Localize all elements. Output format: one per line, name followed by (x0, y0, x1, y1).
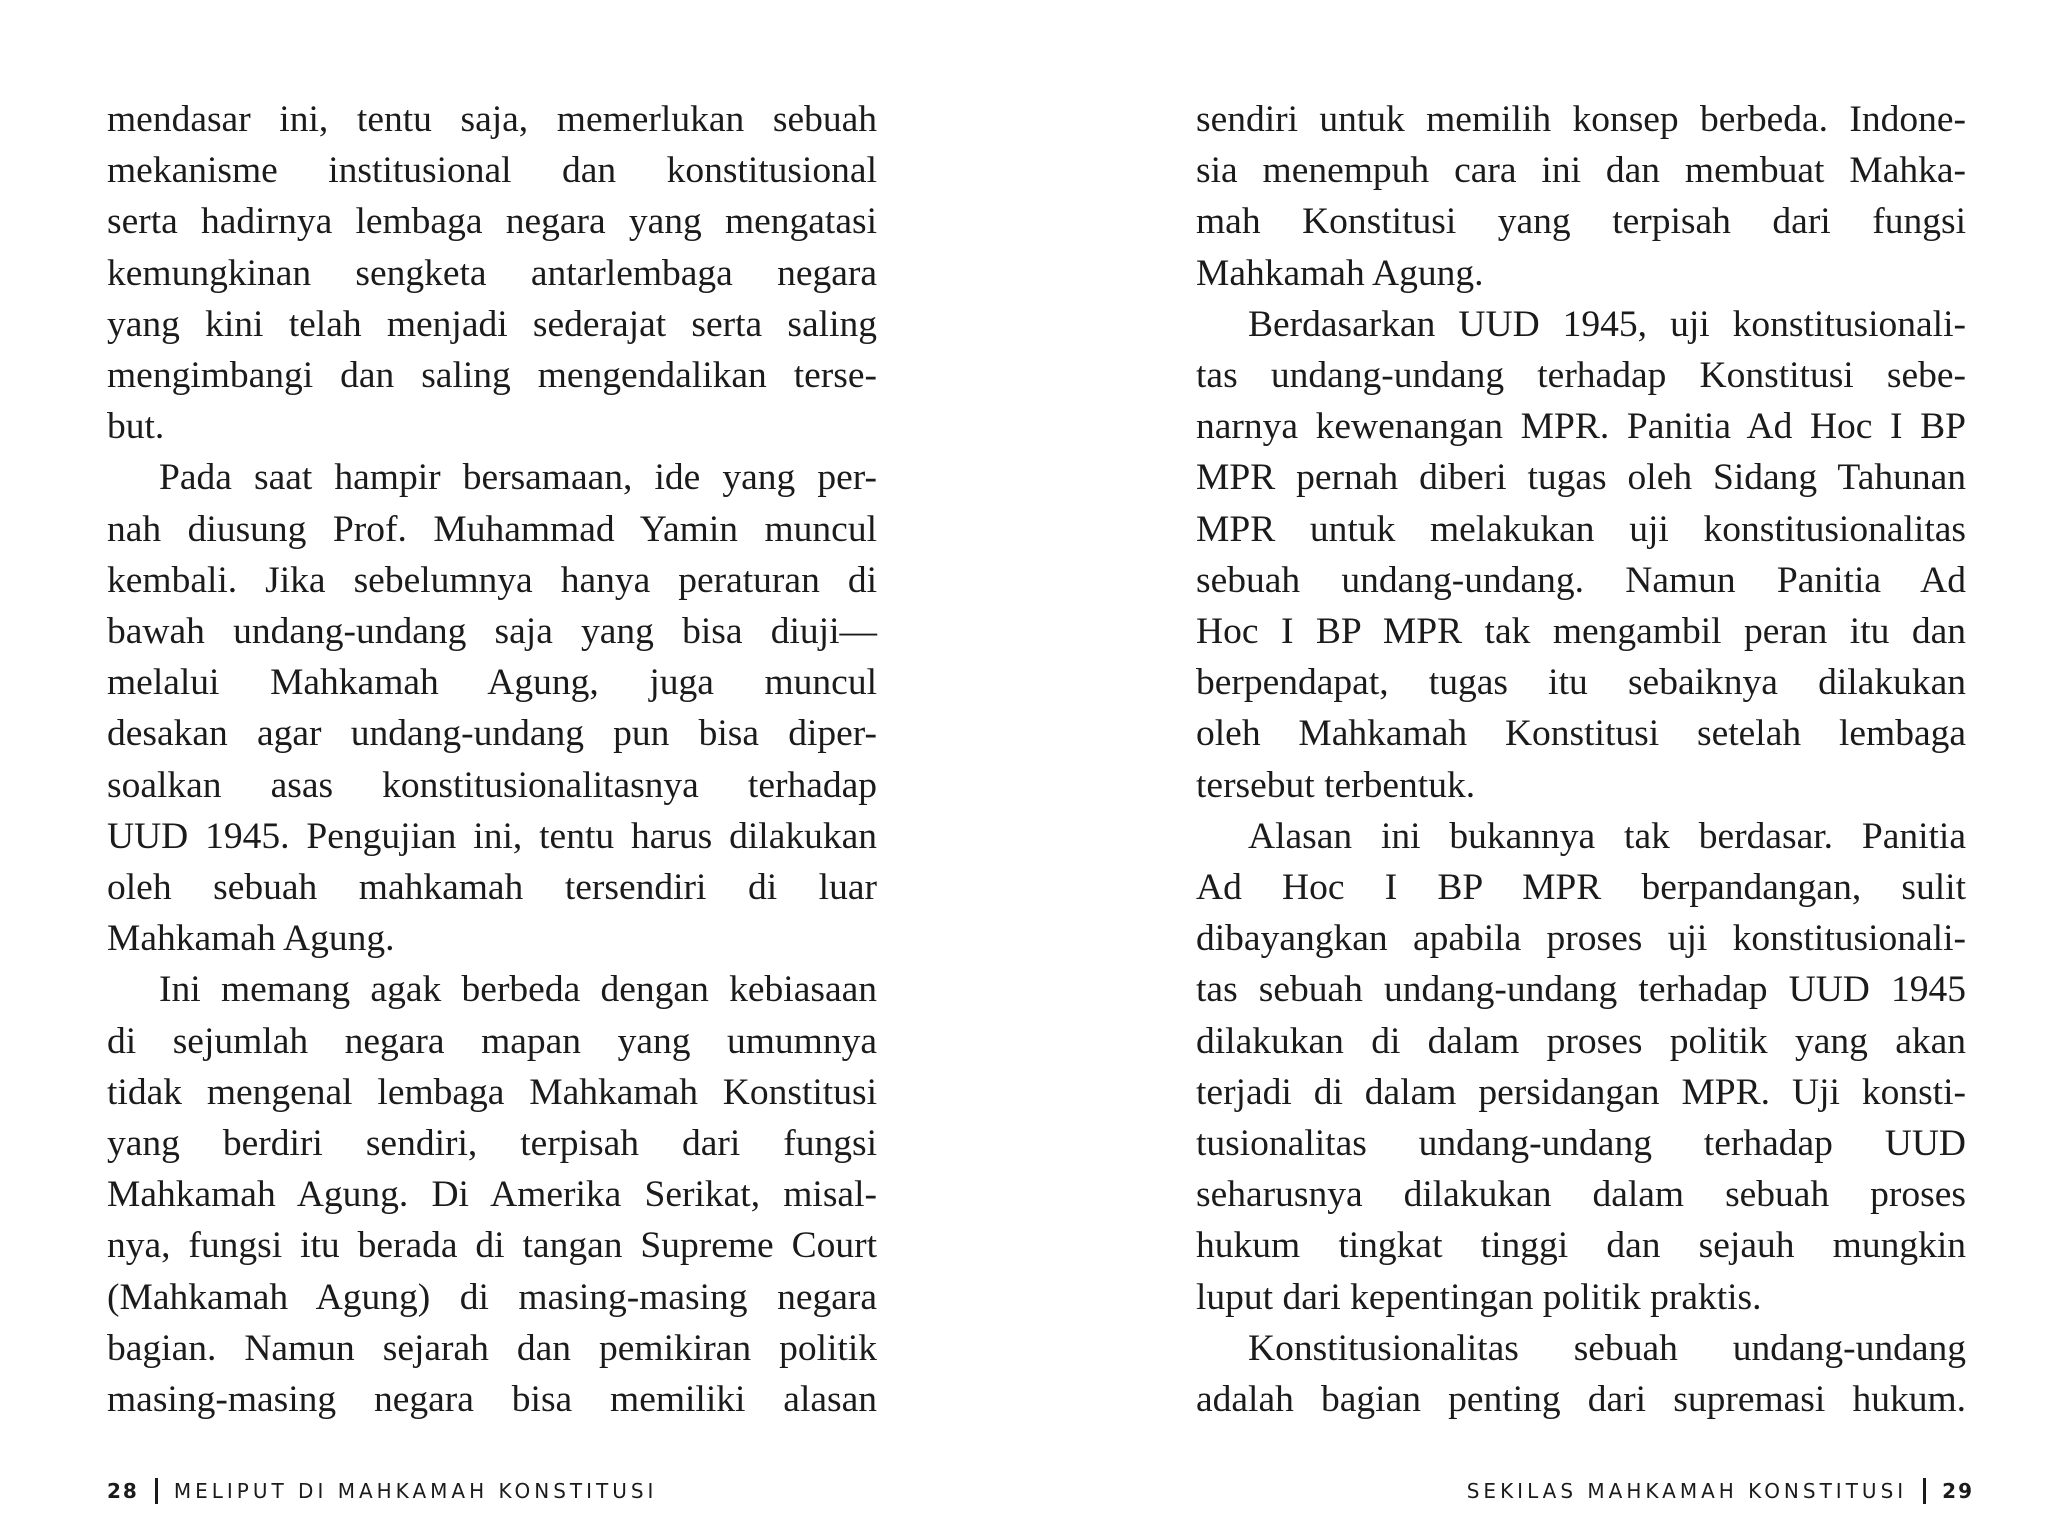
text-line: UUD 1945. Pengujian ini, tentu harus dilakukan (107, 815, 877, 857)
text-line: narnya kewenangan MPR. Panitia Ad Hoc I BP (1196, 406, 1966, 448)
text-line: luput dari kepentingan politik praktis. (1196, 1276, 1762, 1318)
text-line: mah Konstitusi yang terpisah dari fungsi (1196, 201, 1966, 243)
text-line: kemungkinan sengketa antarlembaga negara (107, 252, 877, 294)
text-line: serta hadirnya lembaga negara yang mengatasi (107, 201, 877, 243)
text-line: kembali. Jika sebelumnya hanya peraturan di (107, 559, 877, 601)
footer-separator (1923, 1478, 1926, 1504)
text-line: terjadi di dalam persidangan MPR. Uji konsti- (1196, 1071, 1966, 1113)
text-line: sia menempuh cara ini dan membuat Mahka- (1196, 150, 1966, 192)
text-line: oleh Mahkamah Konstitusi setelah lembaga (1196, 713, 1966, 755)
text-line: nya, fungsi itu berada di tangan Supreme Court (107, 1225, 877, 1267)
text-line: desakan agar undang-undang pun bisa diper- (107, 713, 877, 755)
page-number: 29 (1942, 1479, 1974, 1503)
right-page-body (1196, 94, 1966, 1425)
text-line: mekanisme institusional dan konstitusional (107, 150, 877, 192)
text-line: Konstitusionalitas sebuah undang-undang (1248, 1327, 1966, 1369)
left-page-footer (107, 1478, 657, 1504)
text-line: masing-masing negara bisa memiliki alasan (107, 1379, 877, 1421)
text-line: mendasar ini, tentu saja, memerlukan sebuah (107, 99, 877, 140)
right-page (1024, 0, 2048, 1535)
text-line: seharusnya dilakukan dalam sebuah proses (1196, 1174, 1966, 1216)
footer-separator (155, 1478, 158, 1504)
text-line: Mahkamah Agung. (107, 918, 395, 960)
text-line: oleh sebuah mahkamah tersendiri di luar (107, 867, 877, 909)
text-line: melalui Mahkamah Agung, juga muncul (107, 662, 877, 704)
text-line: bagian. Namun sejarah dan pemikiran politik (107, 1327, 877, 1369)
text-line: dilakukan di dalam proses politik yang akan (1196, 1020, 1966, 1062)
text-line: yang berdiri sendiri, terpisah dari fungsi (107, 1123, 877, 1165)
text-line: Mahkamah Agung. (1196, 252, 1484, 294)
text-line: di sejumlah negara mapan yang umumnya (107, 1020, 877, 1062)
text-line: (Mahkamah Agung) di masing-masing negara (107, 1276, 877, 1318)
text-line: tusionalitas undang-undang terhadap UUD (1196, 1123, 1966, 1165)
text-line: bawah undang-undang saja yang bisa diuji— (107, 611, 877, 653)
text-line: tidak mengenal lembaga Mahkamah Konstitusi (107, 1071, 877, 1113)
text-line: nah diusung Prof. Muhammad Yamin muncul (107, 508, 877, 550)
text-line: dibayangkan apabila proses uji konstitusionali- (1196, 918, 1966, 960)
text-line: Hoc I BP MPR tak mengambil peran itu dan (1196, 611, 1966, 653)
text-line: but. (107, 406, 165, 448)
text-line: yang kini telah menjadi sederajat serta saling (107, 303, 877, 345)
text-line: soalkan asas konstitusionalitasnya terhadap (107, 764, 877, 806)
text-line: Ad Hoc I BP MPR berpandangan, sulit (1196, 867, 1966, 909)
right-page-footer (1467, 1478, 1974, 1504)
text-line: Mahkamah Agung. Di Amerika Serikat, misal- (107, 1174, 877, 1216)
left-page-body (107, 94, 877, 1425)
text-line: MPR untuk melakukan uji konstitusionalitas (1196, 508, 1966, 550)
text-line: Berdasarkan UUD 1945, uji konstitusionali- (1248, 303, 1966, 345)
text-line: adalah bagian penting dari supremasi hukum. (1196, 1379, 1966, 1421)
page-number: 28 (107, 1479, 139, 1503)
running-title: SEKILAS MAHKAMAH KONSTITUSI (1466, 1479, 1908, 1503)
text-line: mengimbangi dan saling mengendalikan terse- (107, 355, 877, 397)
text-line: tersebut terbentuk. (1196, 764, 1476, 806)
text-line: sendiri untuk memilih konsep berbeda. Indone- (1196, 99, 1966, 140)
text-line: sebuah undang-undang. Namun Panitia Ad (1196, 559, 1966, 601)
text-line: MPR pernah diberi tugas oleh Sidang Tahunan (1196, 457, 1966, 499)
text-line: tas undang-undang terhadap Konstitusi sebe- (1196, 355, 1966, 397)
text-line: Alasan ini bukannya tak berdasar. Panitia (1248, 815, 1966, 857)
running-title: MELIPUT DI MAHKAMAH KONSTITUSI (173, 1479, 658, 1503)
text-line: Ini memang agak berbeda dengan kebiasaan (159, 969, 877, 1011)
text-line: tas sebuah undang-undang terhadap UUD 1945 (1196, 969, 1966, 1011)
text-line: hukum tingkat tinggi dan sejauh mungkin (1196, 1225, 1966, 1267)
text-line: berpendapat, tugas itu sebaiknya dilakukan (1196, 662, 1966, 704)
text-line: Pada saat hampir bersamaan, ide yang per- (159, 457, 877, 499)
